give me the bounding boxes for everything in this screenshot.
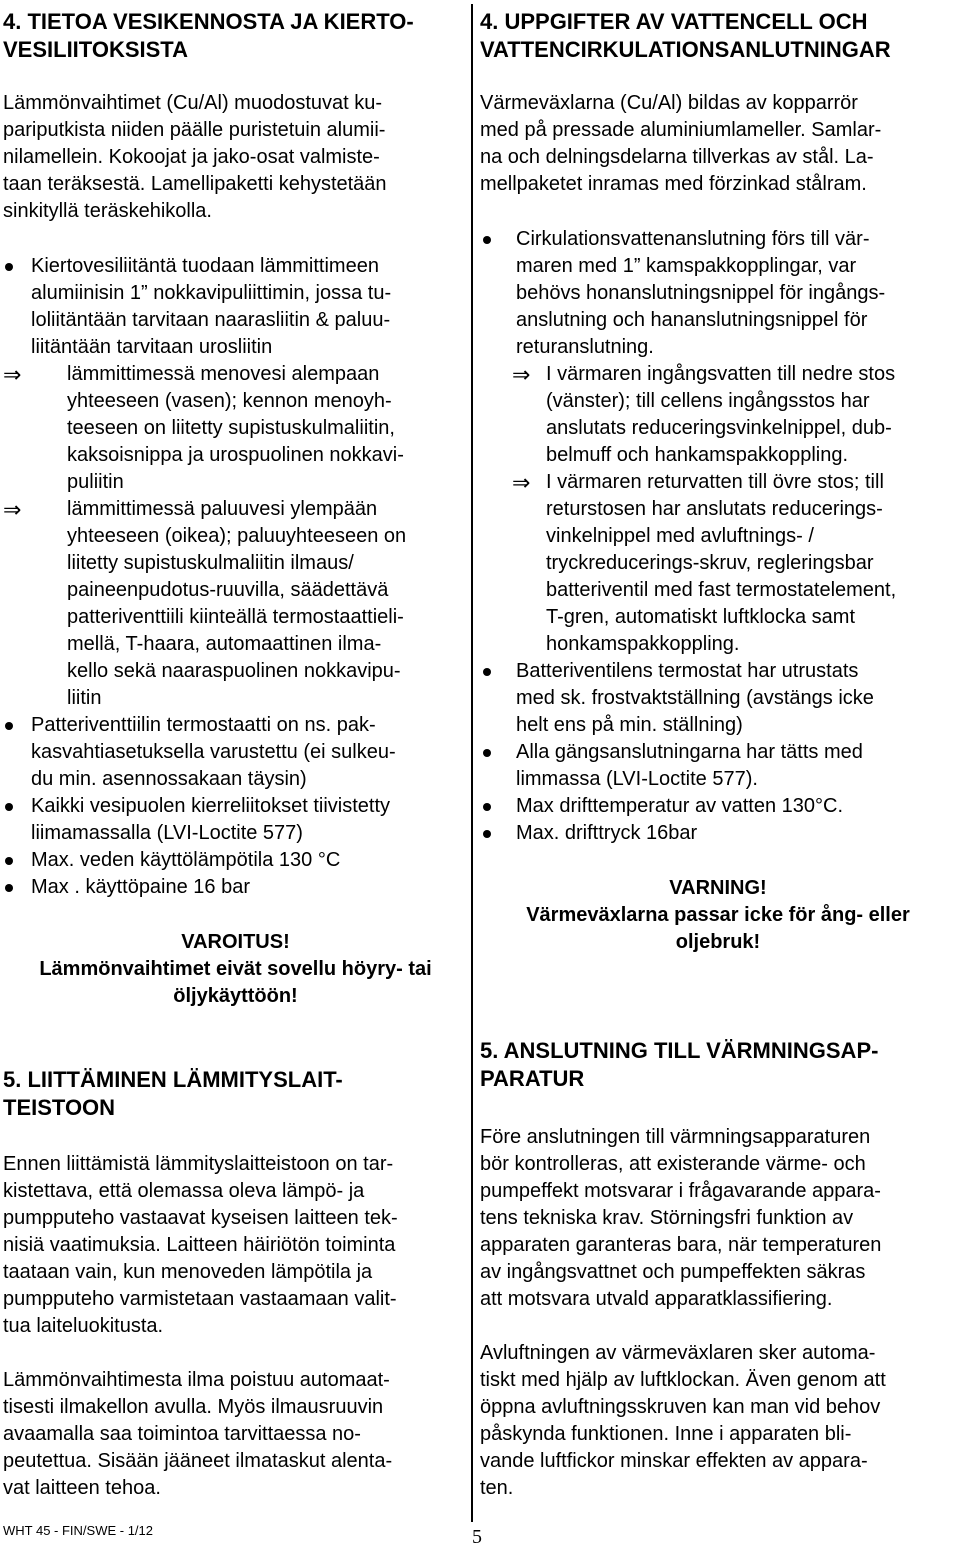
- arrow-item-supply-water-line: puliitin: [67, 471, 124, 493]
- arrow-item-return-water-line: I värmaren returvatten till övre stos; till: [546, 471, 884, 493]
- section-4-intro-line: nilamellein. Kokoojat ja jako-osat valmiste-: [3, 146, 380, 168]
- section-5-paragraph-2-line: avaamalla saa toimintoa tarvittaessa no-: [3, 1423, 361, 1445]
- warning-block-line: Lämmönvaihtimet eivät sovellu höyry- tai: [39, 958, 432, 980]
- arrow-item-supply-water-line: (vänster); till cellens ingångsstos har: [546, 390, 870, 412]
- bullet-circulation-connection-line: loliitäntään tarvitaan naarasliitin & paluu-: [31, 309, 391, 331]
- section-5-paragraph-1-line: Före anslutningen till värmningsapparaturen: [480, 1126, 871, 1148]
- bullet-max-pressure-marker: [483, 830, 491, 838]
- section-4-intro-line: sinkityllä teräskehikolla.: [3, 200, 212, 222]
- bullet-thread-sealing-line: Kaikki vesipuolen kierreliitokset tiivistetty: [31, 795, 391, 817]
- bullet-thread-sealing-marker: [483, 749, 491, 757]
- bullet-circulation-connection-line: alumiinisin 1” nokkavipuliittimin, jossa tu-: [31, 282, 392, 304]
- section-5-paragraph-2-line: ten.: [480, 1477, 514, 1499]
- arrow-item-return-water-line: paineenpudotus-ruuvilla, säädettävä: [67, 579, 389, 601]
- arrow-item-return-water-line: patteriventtiili kiinteällä termostaattieli-: [67, 606, 404, 628]
- bullet-circulation-connection-line: maren med 1” kamspakkopplingar, var: [516, 255, 857, 277]
- arrow-item-supply-water-line: kaksoisnippa ja urospuolinen nokkavi-: [67, 444, 404, 466]
- section-5-paragraph-1-line: nisiä vaatimuksia. Laitteen häiriötön toiminta: [3, 1234, 396, 1256]
- section-5-paragraph-1-line: pumpeffekt motsvarar i frågavarande appara-: [480, 1180, 881, 1202]
- bullet-thermostat-line: du min. asennossakaan täysin): [31, 768, 307, 790]
- section-5-paragraph-2-line: peutettua. Sisään jääneet ilmataskut alenta-: [3, 1450, 393, 1472]
- section-5-paragraph-2-line: tiskt med hjälp av luftklockan. Även genom att: [480, 1369, 886, 1391]
- page-number: 5: [472, 1526, 482, 1548]
- bullet-circulation-connection-line: liitäntään tarvitaan urosliitin: [31, 336, 273, 358]
- bullet-max-temperature-marker: [483, 803, 491, 811]
- arrow-item-return-water-line: lämmittimessä paluuvesi ylempään: [67, 498, 378, 520]
- section-4-intro-line: taan teräksestä. Lamellipaketti kehystetään: [3, 173, 387, 195]
- bullet-thread-sealing-line: Alla gängsanslutningarna har tätts med: [516, 741, 863, 763]
- arrow-item-return-water-line: liitetty supistuskulmaliitin ilmaus/: [67, 552, 354, 574]
- arrow-item-supply-water-line: teeseen on liitetty supistuskulmaliitin,: [67, 417, 395, 439]
- section-5-heading-line: PARATUR: [480, 1066, 585, 1091]
- bullet-max-pressure-line: Max . käyttöpaine 16 bar: [31, 876, 251, 898]
- section-5-paragraph-2-line: påskynda funktionen. Inne i apparaten bli-: [480, 1423, 852, 1445]
- section-5-heading-line: 5. ANSLUTNING TILL VÄRMNINGSAP-: [480, 1038, 879, 1063]
- section-5-paragraph-1-line: bör kontrolleras, att existerande värme- och: [480, 1153, 866, 1175]
- section-5-paragraph-2-line: vande luftfickor minskar effekten av appara-: [480, 1450, 868, 1472]
- arrow-icon: ⇒: [512, 470, 531, 495]
- section-5-paragraph-1-line: pumpputeho vastaavat kyseisen laitteen tek-: [3, 1207, 398, 1229]
- bullet-thread-sealing-marker: [5, 803, 13, 811]
- warning-block-line: öljykäyttöön!: [173, 985, 298, 1007]
- arrow-item-supply-water-line: lämmittimessä menovesi alempaan: [67, 363, 380, 385]
- arrow-item-supply-water-line: anslutats reduceringsvinkelnippel, dub-: [546, 417, 892, 439]
- bullet-thermostat-line: med sk. frostvaktställning (avstängs icke: [516, 687, 874, 709]
- bullet-max-temperature-line: Max. veden käyttölämpötila 130 °C: [31, 849, 341, 871]
- arrow-icon: ⇒: [512, 362, 531, 387]
- section-4-intro-line: Värmeväxlarna (Cu/Al) bildas av kopparrör: [480, 92, 858, 114]
- section-4-heading-line: 4. UPPGIFTER AV VATTENCELL OCH: [480, 9, 868, 34]
- bullet-circulation-connection-marker: [5, 263, 13, 271]
- arrow-item-return-water-line: mellä, T-haara, automaattinen ilma-: [67, 633, 382, 655]
- arrow-item-return-water-line: kello sekä naaraspuolinen nokkavipu-: [67, 660, 401, 682]
- section-4-heading-line: VESILIITOKSISTA: [3, 37, 188, 62]
- document-code: WHT 45 - FIN/SWE - 1/12: [3, 1523, 154, 1538]
- bullet-thermostat-line: helt ens på min. ställning): [516, 714, 743, 736]
- bullet-circulation-connection-line: anslutning och hananslutningsnippel för: [516, 309, 868, 331]
- bullet-max-pressure-line: Max. drifttryck 16bar: [516, 822, 698, 844]
- arrow-item-supply-water-line: belmuff och hankamspakkoppling.: [546, 444, 849, 466]
- bullet-thermostat-line: Batteriventilens termostat har utrustats: [516, 660, 859, 682]
- bullet-max-temperature-marker: [5, 857, 13, 865]
- section-5-paragraph-2-line: Lämmönvaihtimesta ilma poistuu automaat-: [3, 1369, 390, 1391]
- section-5-heading-line: 5. LIITTÄMINEN LÄMMITYSLAIT-: [3, 1067, 343, 1092]
- bullet-max-temperature-line: Max drifttemperatur av vatten 130°C.: [516, 795, 844, 817]
- arrow-item-return-water-line: honkamspakkoppling.: [546, 633, 740, 655]
- section-5-paragraph-1-line: kistettava, että olemassa oleva lämpö- ja: [3, 1180, 365, 1202]
- warning-block-line: oljebruk!: [675, 931, 761, 953]
- section-4-intro-line: pariputkista niiden päälle puristetuin alumii-: [3, 119, 386, 141]
- bullet-circulation-connection-marker: [483, 236, 491, 244]
- section-5-paragraph-1-line: tua laiteluokitusta.: [3, 1315, 164, 1337]
- arrow-item-supply-water-line: yhteeseen (vasen); kennon menoyh-: [67, 390, 392, 412]
- section-4-intro-line: na och delningsdelarna tillverkas av stål. La-: [480, 146, 874, 168]
- section-4-heading-line: VATTENCIRKULATIONSANLUTNINGAR: [480, 37, 891, 62]
- warning-block-line: Värmeväxlarna passar icke för ång- eller: [526, 904, 910, 926]
- section-5-paragraph-1-line: av ingångsvattnet och pumpeffekten säkras: [480, 1261, 866, 1283]
- arrow-item-return-water-line: T-gren, automatiskt luftklocka samt: [546, 606, 856, 628]
- section-5-paragraph-1-line: Ennen liittämistä lämmityslaitteistoon on tar-: [3, 1153, 394, 1175]
- section-5-heading-line: TEISTOON: [3, 1095, 116, 1120]
- arrow-item-return-water-line: yhteeseen (oikea); paluuyhteeseen on: [67, 525, 407, 547]
- arrow-item-return-water-line: vinkelnippel med avluftnings- /: [546, 525, 814, 547]
- section-5-paragraph-2-line: vat laitteen tehoa.: [3, 1477, 161, 1499]
- arrow-item-return-water-line: tryckreducerings-skruv, regleringsbar: [546, 552, 874, 574]
- column-divider: [471, 4, 473, 1522]
- arrow-item-return-water-line: returstosen har anslutats reducerings-: [546, 498, 883, 520]
- warning-block-line: VARNING!: [669, 877, 767, 899]
- arrow-icon: ⇒: [3, 362, 22, 387]
- section-5-paragraph-1-line: pumpputeho varmistetaan vastaamaan valit-: [3, 1288, 397, 1310]
- bullet-thermostat-line: Patteriventtiilin termostaatti on ns. pak-: [31, 714, 376, 736]
- bullet-thermostat-marker: [483, 668, 491, 676]
- section-4-intro-line: med på pressade aluminiumlameller. Samlar-: [480, 119, 882, 141]
- bullet-circulation-connection-line: behövs honanslutningsnippel för ingångs-: [516, 282, 886, 304]
- arrow-item-return-water-line: liitin: [67, 687, 102, 709]
- section-4-intro-line: Lämmönvaihtimet (Cu/Al) muodostuvat ku-: [3, 92, 383, 114]
- section-5-paragraph-2-line: Avluftningen av värmeväxlaren sker automa-: [480, 1342, 876, 1364]
- arrow-item-return-water-line: batteriventil med fast termostatelement,: [546, 579, 897, 601]
- section-5-paragraph-1-line: tens tekniska krav. Störningsfri funktion av: [480, 1207, 854, 1229]
- bullet-thermostat-line: kasvahtiasetuksella varustettu (ei sulkeu-: [31, 741, 396, 763]
- section-4-heading-line: 4. TIETOA VESIKENNOSTA JA KIERTO-: [3, 9, 414, 34]
- section-5-paragraph-1-line: apparaten garanteras bara, när temperaturen: [480, 1234, 882, 1256]
- bullet-circulation-connection-line: returanslutning.: [516, 336, 654, 358]
- warning-block-line: VAROITUS!: [181, 931, 290, 953]
- section-5-paragraph-2-line: tisesti ilmakellon avulla. Myös ilmausruuvin: [3, 1396, 384, 1418]
- bullet-thermostat-marker: [5, 722, 13, 730]
- arrow-item-supply-water-line: I värmaren ingångsvatten till nedre stos: [546, 363, 896, 385]
- section-5-paragraph-2-line: öppna avluftningsskruven kan man vid behov: [480, 1396, 881, 1418]
- bullet-circulation-connection-line: Cirkulationsvattenanslutning förs till vär-: [516, 228, 870, 250]
- bullet-max-pressure-marker: [5, 884, 13, 892]
- section-5-paragraph-1-line: att motsvara utvald apparatklassifiering.: [480, 1288, 833, 1310]
- section-5-paragraph-1-line: taataan vain, kun menoveden lämpötila ja: [3, 1261, 373, 1283]
- bullet-circulation-connection-line: Kiertovesiliitäntä tuodaan lämmittimeen: [31, 255, 379, 277]
- bullet-thread-sealing-line: liimamassalla (LVI-Loctite 577): [31, 822, 303, 844]
- arrow-icon: ⇒: [3, 497, 22, 522]
- bullet-thread-sealing-line: limmassa (LVI-Loctite 577).: [516, 768, 758, 790]
- section-4-intro-line: mellpaketet inramas med förzinkad stålram.: [480, 173, 867, 195]
